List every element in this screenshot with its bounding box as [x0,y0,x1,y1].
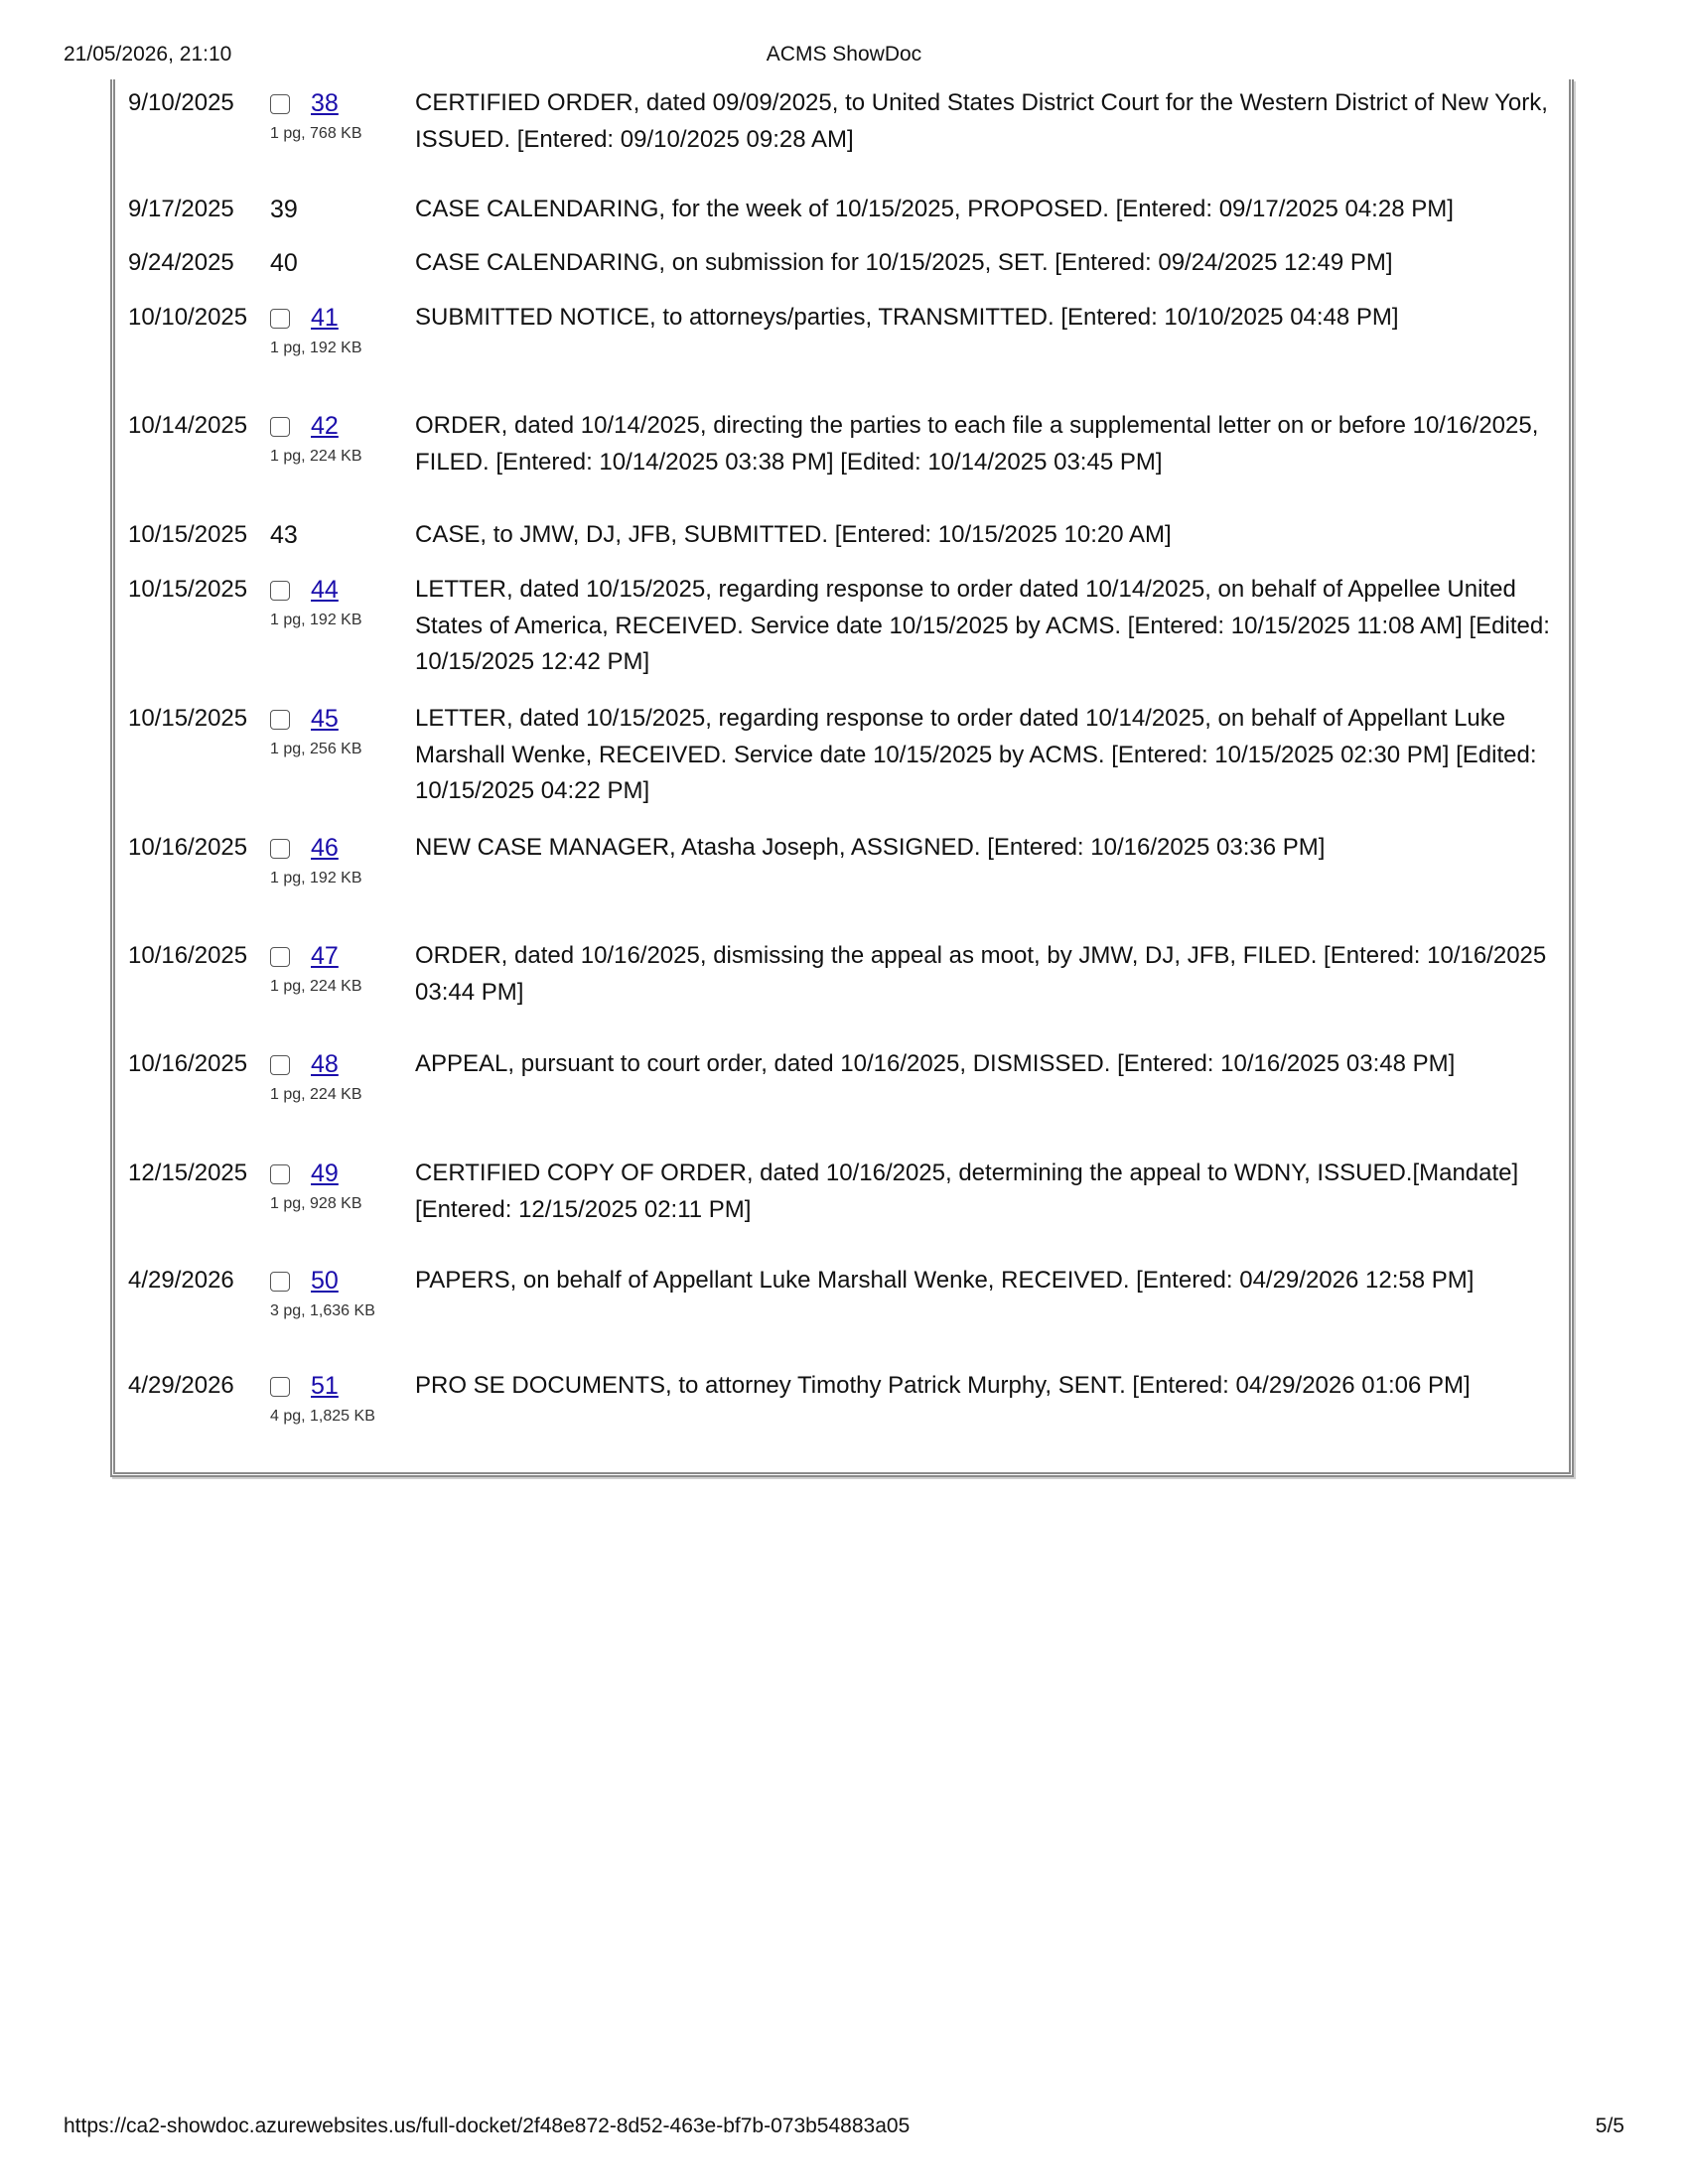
document-meta: 1 pg, 224 KB [270,1086,362,1103]
document-link[interactable]: 41 [311,304,339,332]
select-checkbox[interactable] [270,1377,290,1397]
entry-text: CASE, to JMW, DJ, JFB, SUBMITTED. [Entered: 10/15/2025 10:20 AM] [415,521,1172,548]
entry-text: ORDER, dated 10/14/2025, directing the parties to each file a supplemental letter on or before 10/16/2025, FILED. [Entered: 10/14/2025 03:38 PM] [Edited: 10/14/2025 03:45 PM] [415,412,1539,476]
page-url: https://ca2-showdoc.azurewebsites.us/full-docket/2f48e872-8d52-463e-bf7b-073b54883a05 [64,2115,911,2137]
entry-text: PRO SE DOCUMENTS, to attorney Timothy Patrick Murphy, SENT. [Entered: 04/29/2026 01:06 PM] [415,1372,1471,1399]
select-checkbox[interactable] [270,839,290,859]
entry-text: ORDER, dated 10/16/2025, dismissing the appeal as moot, by JMW, DJ, JFB, FILED. [Entered: 10/16/2025 03:44 PM] [415,942,1547,1006]
select-checkbox[interactable] [270,581,290,601]
document-link[interactable]: 42 [311,412,339,440]
document-link[interactable]: 44 [311,576,339,604]
entry-date: 10/15/2025 [128,576,248,603]
entry-date: 10/16/2025 [128,834,248,861]
entry-number: 40 [270,249,298,277]
document-link[interactable]: 38 [311,89,339,117]
document-link[interactable]: 48 [311,1050,339,1078]
document-meta: 3 pg, 1,636 KB [270,1302,375,1319]
entry-text: PAPERS, on behalf of Appellant Luke Marshall Wenke, RECEIVED. [Entered: 04/29/2026 12:58 PM] [415,1267,1475,1294]
entry-date: 12/15/2025 [128,1160,248,1186]
entry-text: NEW CASE MANAGER, Atasha Joseph, ASSIGNED. [Entered: 10/16/2025 03:36 PM] [415,834,1326,861]
entry-date: 9/10/2025 [128,89,234,116]
entry-date: 4/29/2026 [128,1267,234,1294]
entry-date: 10/15/2025 [128,705,248,732]
select-checkbox[interactable] [270,710,290,730]
document-meta: 4 pg, 1,825 KB [270,1408,375,1425]
entry-text: CASE CALENDARING, on submission for 10/15/2025, SET. [Entered: 09/24/2025 12:49 PM] [415,249,1393,276]
entry-date: 10/14/2025 [128,412,248,439]
document-meta: 1 pg, 928 KB [270,1195,362,1212]
document-meta: 1 pg, 192 KB [270,612,362,628]
entry-text: LETTER, dated 10/15/2025, regarding response to order dated 10/14/2025, on behalf of Appellee United States of America, RECEIVED. Service date 10/15/2025 by ACMS. [Entered: 10/15/2025 11:08 AM] [Edited: 10/15/2025 12:42 PM] [415,576,1550,675]
entry-number: 39 [270,196,298,223]
entry-text: SUBMITTED NOTICE, to attorneys/parties, TRANSMITTED. [Entered: 10/10/2025 04:48 PM] [415,304,1399,331]
entry-text: CERTIFIED ORDER, dated 09/09/2025, to United States District Court for the Western District of New York, ISSUED. [Entered: 09/10/2025 09:28 AM] [415,89,1548,153]
entry-date: 10/16/2025 [128,1050,248,1077]
document-meta: 1 pg, 224 KB [270,448,362,465]
document-meta: 1 pg, 256 KB [270,741,362,757]
entry-text: APPEAL, pursuant to court order, dated 10/16/2025, DISMISSED. [Entered: 10/16/2025 03:48 PM] [415,1050,1456,1077]
select-checkbox[interactable] [270,417,290,437]
document-link[interactable]: 51 [311,1372,339,1400]
entry-date: 10/15/2025 [128,521,248,548]
document-link[interactable]: 50 [311,1267,339,1295]
document-link[interactable]: 47 [311,942,339,970]
entry-text: LETTER, dated 10/15/2025, regarding response to order dated 10/14/2025, on behalf of Appellant Luke Marshall Wenke, RECEIVED. Service date 10/15/2025 by ACMS. [Entered: 10/15/2025 02:30 PM] [Edited: 10/15/2025 04:22 PM] [415,705,1537,804]
entry-text: CERTIFIED COPY OF ORDER, dated 10/16/2025, determining the appeal to WDNY, ISSUED.[Mandate] [Entered: 12/15/2025 02:11 PM] [415,1160,1519,1223]
entry-text: CASE CALENDARING, for the week of 10/15/2025, PROPOSED. [Entered: 09/17/2025 04:28 PM] [415,196,1454,222]
select-checkbox[interactable] [270,947,290,967]
entry-date: 9/24/2025 [128,249,234,276]
select-checkbox[interactable] [270,94,290,114]
document-meta: 1 pg, 192 KB [270,870,362,887]
document-link[interactable]: 49 [311,1160,339,1187]
print-datetime: 21/05/2026, 21:10 [64,43,232,66]
page-title: ACMS ShowDoc [766,43,922,66]
document-link[interactable]: 45 [311,705,339,733]
document-meta: 1 pg, 224 KB [270,978,362,995]
entry-date: 9/17/2025 [128,196,234,222]
document-link[interactable]: 46 [311,834,339,862]
select-checkbox[interactable] [270,1055,290,1075]
entry-date: 4/29/2026 [128,1372,234,1399]
entry-date: 10/10/2025 [128,304,248,331]
document-meta: 1 pg, 192 KB [270,340,362,356]
page-number: 5/5 [1595,2115,1624,2137]
select-checkbox[interactable] [270,1272,290,1292]
document-meta: 1 pg, 768 KB [270,125,362,142]
select-checkbox[interactable] [270,1164,290,1184]
entry-date: 10/16/2025 [128,942,248,969]
entry-number: 43 [270,521,298,549]
select-checkbox[interactable] [270,309,290,329]
